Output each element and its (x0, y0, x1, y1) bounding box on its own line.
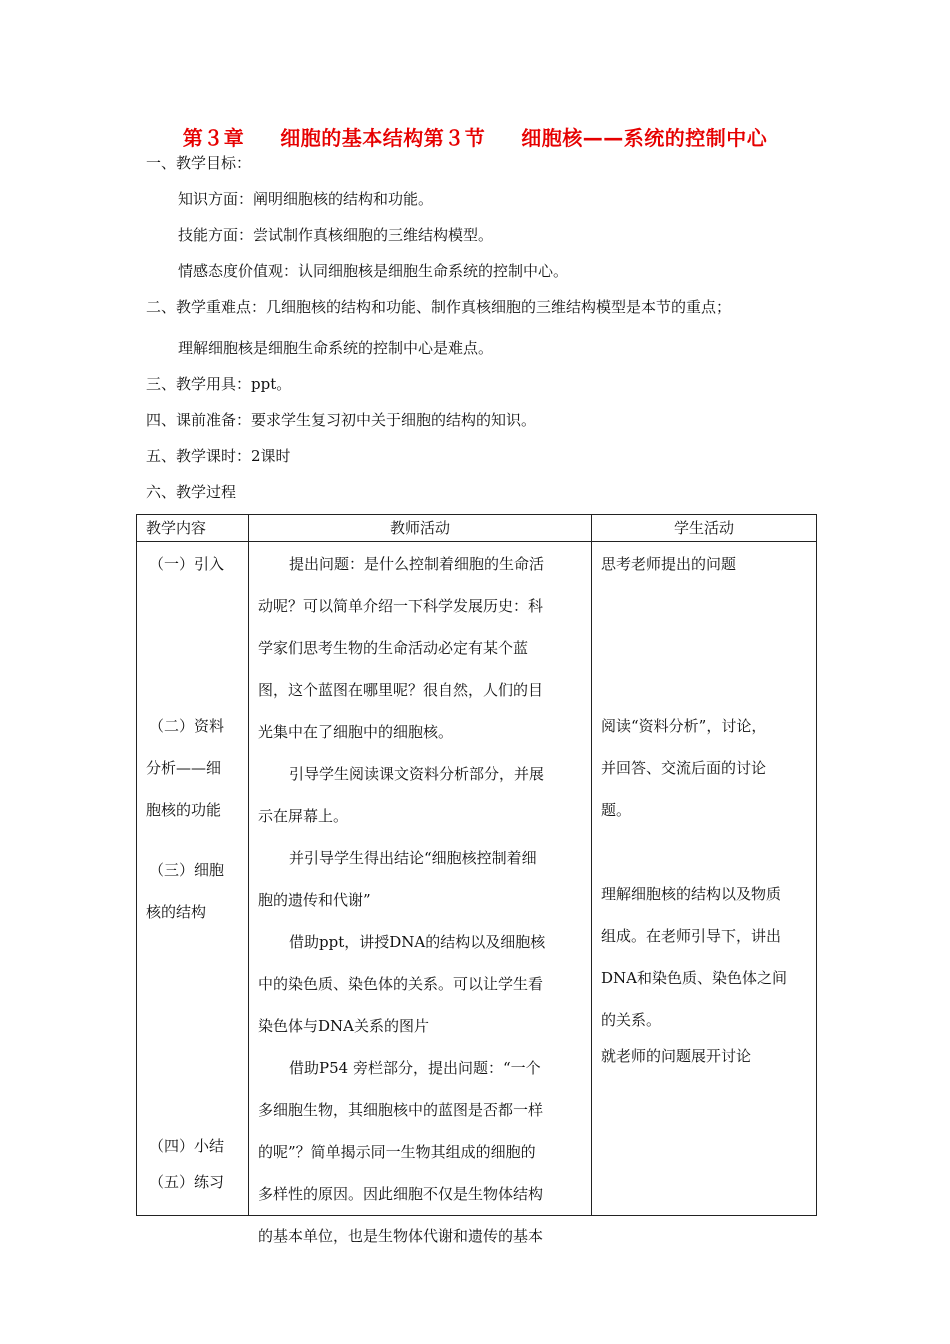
process-heading: 六、教学过程 (146, 483, 237, 501)
teacher-line: 光集中在了细胞中的细胞核。 (258, 723, 454, 741)
header-student: 学生活动 (592, 515, 817, 542)
teacher-line: 图，这个蓝图在哪里呢？很自然，人们的目 (258, 681, 544, 699)
student-line: 并回答、交流后面的讨论 (601, 759, 767, 777)
content-analysis-3: 胞核的功能 (146, 801, 222, 819)
teaching-tools: 三、教学用具：ppt。 (146, 375, 292, 393)
student-line: 组成。在老师引导下，讲出 (601, 927, 782, 945)
content-analysis-2: 分析——细 (146, 759, 222, 777)
lesson-table (136, 514, 817, 1245)
student-line: DNA和染色质、染色体之间 (601, 969, 787, 987)
teacher-column (249, 542, 592, 1245)
student-line: 思考老师提出的问题 (601, 555, 737, 573)
content-column (137, 542, 249, 1216)
teacher-line: 借助ppt，讲授DNA的结构以及细胞核 (289, 933, 546, 951)
teacher-line: 示在屏幕上。 (258, 807, 349, 825)
student-line: 阅读“资料分析”，讨论， (601, 717, 767, 735)
header-content: 教学内容 (137, 515, 249, 542)
document-title (0, 122, 950, 151)
goal-emotion: 情感态度价值观：认同细胞核是细胞生命系统的控制中心。 (178, 262, 569, 280)
goals-heading: 一、教学目标： (146, 154, 252, 172)
difficulty: 理解细胞核是细胞生命系统的控制中心是难点。 (178, 339, 494, 357)
content-exercise: （五）练习 (149, 1173, 225, 1191)
student-line: 就老师的问题展开讨论 (601, 1047, 752, 1065)
table-body-row (137, 542, 817, 1216)
content-summary: （四）小结 (149, 1137, 225, 1155)
teacher-line: 的基本单位，也是生物体代谢和遗传的基本 (258, 1227, 544, 1245)
class-preparation: 四、课前准备：要求学生复习初中关于细胞的结构的知识。 (146, 411, 537, 429)
content-intro: （一）引入 (149, 555, 225, 573)
teacher-line: 动呢？可以简单介绍一下科学发展历史：科 (258, 597, 544, 615)
student-line: 理解细胞核的结构以及物质 (601, 885, 782, 903)
student-line: 题。 (601, 801, 632, 819)
table-header-row (137, 515, 817, 542)
goal-knowledge: 知识方面：阐明细胞核的结构和功能。 (178, 190, 434, 208)
teacher-line: 借助P54 旁栏部分，提出问题：“一个 (289, 1059, 541, 1077)
class-hours: 五、教学课时：2课时 (146, 447, 291, 465)
teacher-line: 的呢”？简单揭示同一生物其组成的细胞的 (258, 1143, 536, 1161)
content-structure-2: 核的结构 (146, 903, 207, 921)
goal-skill: 技能方面：尝试制作真核细胞的三维结构模型。 (178, 226, 494, 244)
teacher-line: 引导学生阅读课文资料分析部分，并展 (289, 765, 545, 783)
chapter-label: 第３章 (182, 126, 245, 150)
teacher-line: 并引导学生得出结论“细胞核控制着细 (289, 849, 537, 867)
key-points: 二、教学重难点：几细胞核的结构和功能、制作真核细胞的三维结构模型是本节的重点； (146, 298, 732, 316)
content-analysis-1: （二）资料 (149, 717, 225, 735)
section-label: 细胞的基本结构第３节 (280, 126, 486, 150)
student-column (592, 542, 817, 1216)
header-teacher: 教师活动 (249, 515, 592, 542)
teacher-line: 胞的遗传和代谢” (258, 891, 371, 909)
teacher-line: 多样性的原因。因此细胞不仅是生物体结构 (258, 1185, 544, 1203)
topic-label: 细胞核——系统的控制中心 (521, 126, 768, 150)
teacher-line: 提出问题：是什么控制着细胞的生命活 (289, 555, 545, 573)
teacher-line: 中的染色质、染色体的关系。可以让学生看 (258, 975, 544, 993)
teacher-line: 多细胞生物，其细胞核中的蓝图是否都一样 (258, 1101, 544, 1119)
teacher-line: 学家们思考生物的生命活动必定有某个蓝 (258, 639, 529, 657)
content-structure-1: （三）细胞 (149, 861, 225, 879)
student-line: 的关系。 (601, 1011, 662, 1029)
teacher-line: 染色体与DNA关系的图片 (258, 1017, 429, 1035)
